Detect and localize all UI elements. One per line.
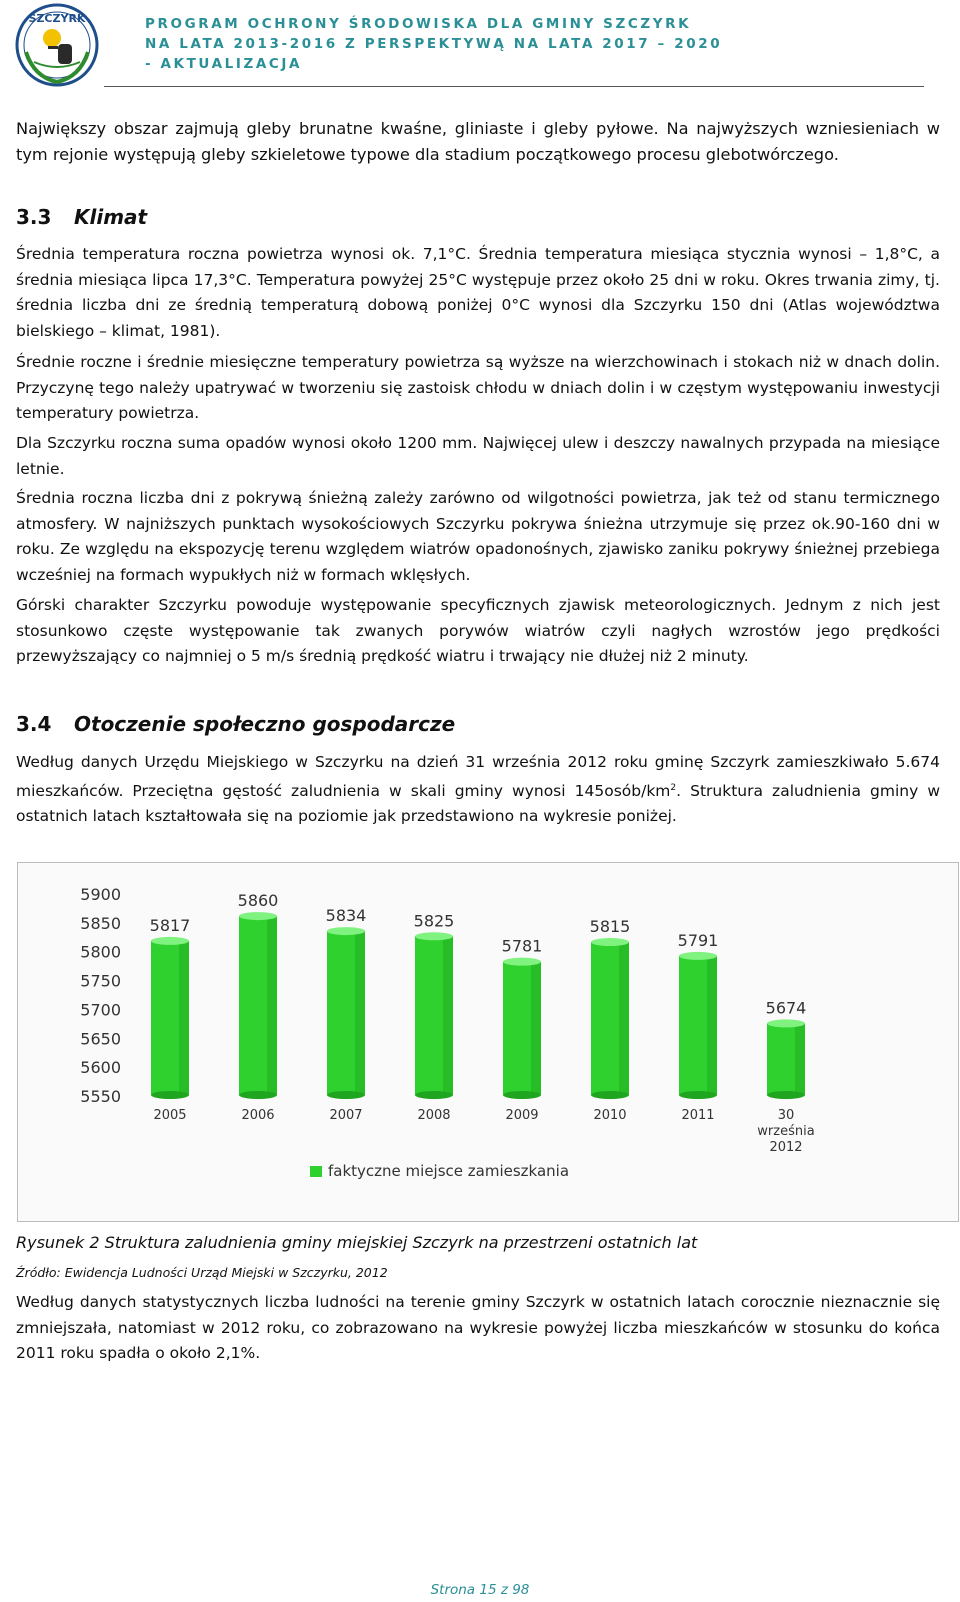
header-line-1: PROGRAM OCHRONY ŚRODOWISKA DLA GMINY SZCZYRK (145, 16, 692, 32)
bar-top (591, 938, 629, 946)
y-tick-label: 5650 (80, 1029, 121, 1049)
header-line-2: NA LATA 2013-2016 Z PERSPEKTYWĄ NA LATA 2017 – 2020 (145, 36, 723, 52)
klimat-paragraph-2: Średnie roczne i średnie miesięczne temperatury powietrza są wyższe na wierzchowinach i stokach niż w dnach dolin. Przyczynę tego należy upatrywać w tworzeniu się zastoisk chłodu w dniach dolin i w częstym występowaniu inwestycji temperatury powietrza. (16, 353, 940, 422)
header-title (145, 14, 722, 74)
x-tick-label: 2008 (417, 1108, 451, 1123)
y-tick-label: 5800 (80, 942, 121, 962)
chart-legend (310, 1162, 569, 1180)
bar-shade (531, 962, 541, 1095)
superscript-2: 2 (670, 782, 677, 793)
y-tick-label: 5750 (80, 971, 121, 991)
bar-8 (767, 1019, 805, 1099)
legend-label: faktyczne miejsce zamieszkania (328, 1162, 570, 1180)
szczyrk-logo (14, 2, 100, 88)
bar-shade (795, 1023, 805, 1095)
bar-bottom (767, 1091, 805, 1099)
population-chart (17, 862, 959, 1222)
klimat-paragraph-4: Średnia roczna liczba dni z pokrywą śnieżną zależy zarówno od wilgotności powietrza, jak też od stanu termicznego atmosfery. W najniższych punktach wysokościowych Szczyrku pokrywa śnieżna utrzymuje się przez ok.90-160 dni w roku. Ze względu na ekspozycję terenu względem wiatrów opadonośnych, zjawisko zaniku pokrywy śnieżnej przebiega wcześniej na formach wypukłych niż w formach wklęsłych. (16, 489, 940, 584)
bar-shade (707, 956, 717, 1095)
section-number: 3.3 (16, 205, 52, 229)
bar-top (415, 932, 453, 940)
bar-7 (679, 952, 717, 1099)
header-line-3: - AKTUALIZACJA (145, 56, 303, 72)
otoczenie-paragraph (16, 750, 940, 830)
figure-source: Źródło: Ewidencja Ludności Urząd Miejski w Szczyrku, 2012 (16, 1265, 388, 1280)
section-heading-klimat (16, 205, 147, 229)
figure-caption: Rysunek 2 Struktura zaludnienia gminy miejskiej Szczyrk na przestrzeni ostatnich lat (16, 1233, 698, 1252)
data-label: 5791 (677, 930, 719, 950)
x-tick-label: 2007 (329, 1108, 363, 1123)
data-label: 5834 (325, 906, 367, 926)
bar-top (679, 952, 717, 960)
bar-3 (327, 927, 365, 1099)
x-tick-label: 2009 (505, 1108, 539, 1123)
bar-bottom (239, 1091, 277, 1099)
bar-1 (151, 937, 189, 1099)
x-tick-label: września (757, 1124, 815, 1139)
bar-shade (267, 916, 277, 1095)
page-header (0, 0, 960, 92)
bar-6 (591, 938, 629, 1099)
bar-bottom (679, 1091, 717, 1099)
klimat-paragraph-5: Górski charakter Szczyrku powoduje występowanie specyficznych zjawisk meteorologicznych. Jednym z nich jest stosunkowo częste występowanie tak zwanych porywów wiatrów czyli nagłych wzrostów jego prędkości przewyższający co najmniej o 5 m/s średnią prędkość wiatru i trwający nie dłużej niż 2 minuty. (16, 596, 940, 665)
bar-5 (503, 958, 541, 1099)
x-tick-label: 2012 (769, 1140, 803, 1155)
logo-text: SZCZYRK (28, 12, 86, 25)
y-tick-label: 5550 (80, 1087, 121, 1106)
bar-top (239, 912, 277, 920)
section-title: Klimat (74, 205, 148, 229)
bar-shade (619, 942, 629, 1095)
data-label: 5815 (589, 917, 631, 937)
bar-bottom (415, 1091, 453, 1099)
x-tick-label: 2006 (241, 1108, 275, 1123)
data-label: 5860 (237, 891, 279, 911)
data-label: 5781 (501, 936, 543, 956)
bar-top (767, 1019, 805, 1027)
klimat-paragraph-1: Średnia temperatura roczna powietrza wynosi ok. 7,1°C. Średnia temperatura miesiąca stycznia wynosi – 1,8°C, a średnia miesiąca lipca 17,3°C. Temperatura powyżej 25°C występuje przez około 25 dni w roku. Okres trwania zimy, tj. średnia liczba dni ze średnią temperaturą dobową poniżej 0°C wynosi dla Szczyrku 150 dni (Atlas województwa bielskiego – klimat, 1981). (16, 245, 940, 340)
bar-4 (415, 932, 453, 1099)
bar-top (327, 927, 365, 935)
data-label: 5674 (765, 998, 807, 1018)
data-label: 5817 (149, 915, 191, 935)
otoczenie-text-b: . Struktura zaludnienia gminy w ostatnich latach kształtowała się na poziomie jak przedstawiono na wykresie poniżej. (16, 781, 941, 826)
x-tick-label: 2005 (153, 1108, 187, 1123)
x-tick-label: 30 (777, 1108, 795, 1123)
bar-shade (355, 931, 365, 1095)
klimat-paragraph-3: Dla Szczyrku roczna suma opadów wynosi około 1200 mm. Najwięcej ulew i deszczy nawalnych przypada na miesiące letnie. (16, 434, 940, 478)
bar-2 (239, 912, 277, 1099)
bar-bottom (503, 1091, 541, 1099)
bar-shade (443, 936, 453, 1095)
section-title: Otoczenie społeczno gospodarcze (74, 712, 456, 736)
x-tick-label: 2011 (681, 1108, 715, 1123)
header-divider (104, 86, 924, 87)
x-tick-label: 2010 (593, 1108, 627, 1123)
bar-top (151, 937, 189, 945)
closing-paragraph: Według danych statystycznych liczba ludności na terenie gminy Szczyrk w ostatnich latach corocznie nieznacznie się zmniejszała, natomiast w 2012 roku, co zobrazowano na wykresie powyżej liczba mieszkańców w stosunku do końca 2011 roku spadła o około 2,1%. (16, 1293, 940, 1362)
bar-shade (179, 941, 189, 1095)
population-bar-chart (18, 863, 958, 1221)
legend-swatch (310, 1166, 322, 1177)
data-label: 5825 (413, 911, 455, 931)
y-tick-label: 5850 (80, 913, 121, 933)
y-tick-label: 5900 (80, 885, 121, 904)
bar-bottom (327, 1091, 365, 1099)
section-heading-otoczenie (16, 712, 455, 736)
bar-bottom (591, 1091, 629, 1099)
otoczenie-text-a: Według danych Urzędu Miejskiego w Szczyrku na dzień 31 września 2012 roku gminę Szczyrk zamieszkiwało 5.674 mieszkańców. Przeciętna gęstość zaludnienia w skali gminy wynosi 145osób/km (16, 753, 940, 800)
y-tick-label: 5600 (80, 1058, 121, 1078)
section-number: 3.4 (16, 712, 52, 736)
intro-paragraph: Największy obszar zajmują gleby brunatne kwaśne, gliniaste i gleby pyłowe. Na najwyższych wzniesieniach w tym rejonie występują gleby szkieletowe typowe dla stadium początkowego procesu glebotwórczego. (16, 119, 940, 164)
y-tick-label: 5700 (80, 1000, 121, 1020)
bar-bottom (151, 1091, 189, 1099)
page-footer: Strona 15 z 98 (430, 1582, 530, 1598)
bar-top (503, 958, 541, 966)
